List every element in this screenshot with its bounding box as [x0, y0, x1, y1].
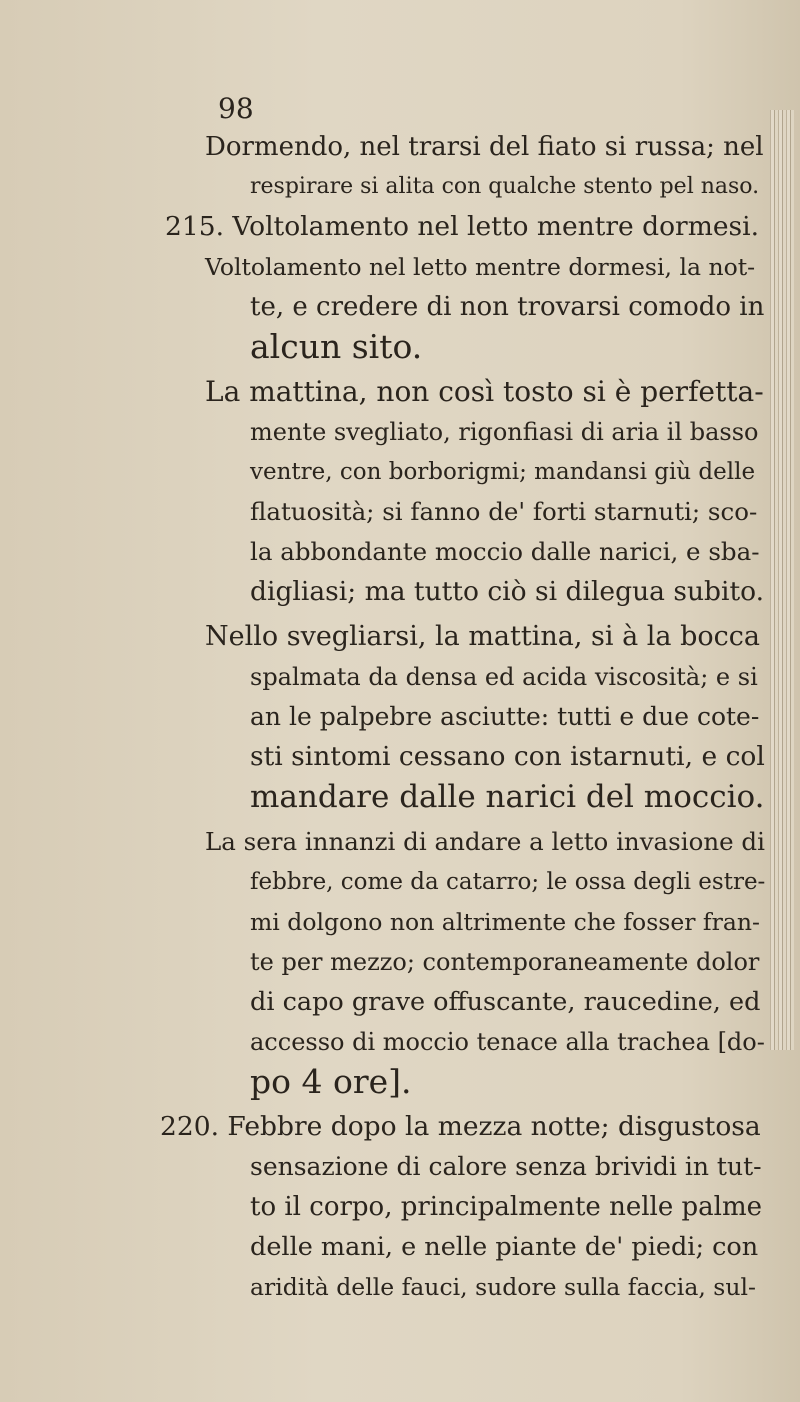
text-line: di capo grave offuscante, raucedine, ed: [250, 987, 761, 1017]
text-line: febbre, come da catarro; le ossa degli estre-: [250, 869, 766, 895]
text-line: ventre, con borborigmi; mandansi giù delle: [250, 459, 756, 485]
text-line: Voltolamento nel letto mentre dormesi, la not-: [205, 253, 756, 281]
page-edge: [770, 110, 794, 1050]
text-line: te per mezzo; contemporaneamente dolor: [250, 948, 760, 976]
text-line: aridità delle fauci, sudore sulla faccia, sul-: [250, 1273, 756, 1301]
text-line: sensazione di calore senza brividi in tut-: [250, 1152, 762, 1181]
text-line: digliasi; ma tutto ciò si dilegua subito.: [250, 576, 765, 607]
text-line: mente svegliato, rigonfiasi di aria il basso: [250, 418, 759, 446]
text-line: respirare si alita con qualche stento pel naso.: [250, 174, 760, 199]
text-line: Nello svegliarsi, la mattina, si à la bocca: [205, 621, 760, 652]
text-line: alcun sito.: [250, 327, 423, 366]
text-line: Dormendo, nel trarsi del fiato si russa; nel: [205, 132, 764, 162]
text-line: accesso di moccio tenace alla trachea [do-: [250, 1028, 765, 1056]
text-line: to il corpo, principalmente nelle palme: [250, 1192, 763, 1222]
text-line: la abbondante moccio dalle narici, e sba-: [250, 537, 760, 566]
text-line: te, e credere di non trovarsi comodo in: [250, 292, 765, 322]
section-heading: 215. Voltolamento nel letto mentre dormesi.: [165, 211, 760, 242]
page-number: 98: [218, 92, 254, 125]
text-line: sti sintomi cessano con istarnuti, e col: [250, 741, 765, 772]
text-line: flatuosità; si fanno de' forti starnuti; sco-: [250, 497, 758, 526]
text-line: an le palpebre asciutte: tutti e due cote-: [250, 702, 760, 731]
text-line: La mattina, non così tosto si è perfetta-: [205, 375, 764, 408]
text-line: po 4 ore].: [250, 1062, 412, 1101]
text-line: mandare dalle narici del moccio.: [250, 779, 765, 815]
text-line: delle mani, e nelle piante de' piedi; con: [250, 1232, 759, 1262]
section-heading: 220. Febbre dopo la mezza notte; disgustosa: [160, 1111, 761, 1142]
text-line: La sera innanzi di andare a letto invasione di: [205, 827, 765, 856]
text-line: spalmata da densa ed acida viscosità; e si: [250, 663, 758, 691]
text-line: mi dolgono non altrimente che fosser fran-: [250, 908, 760, 936]
